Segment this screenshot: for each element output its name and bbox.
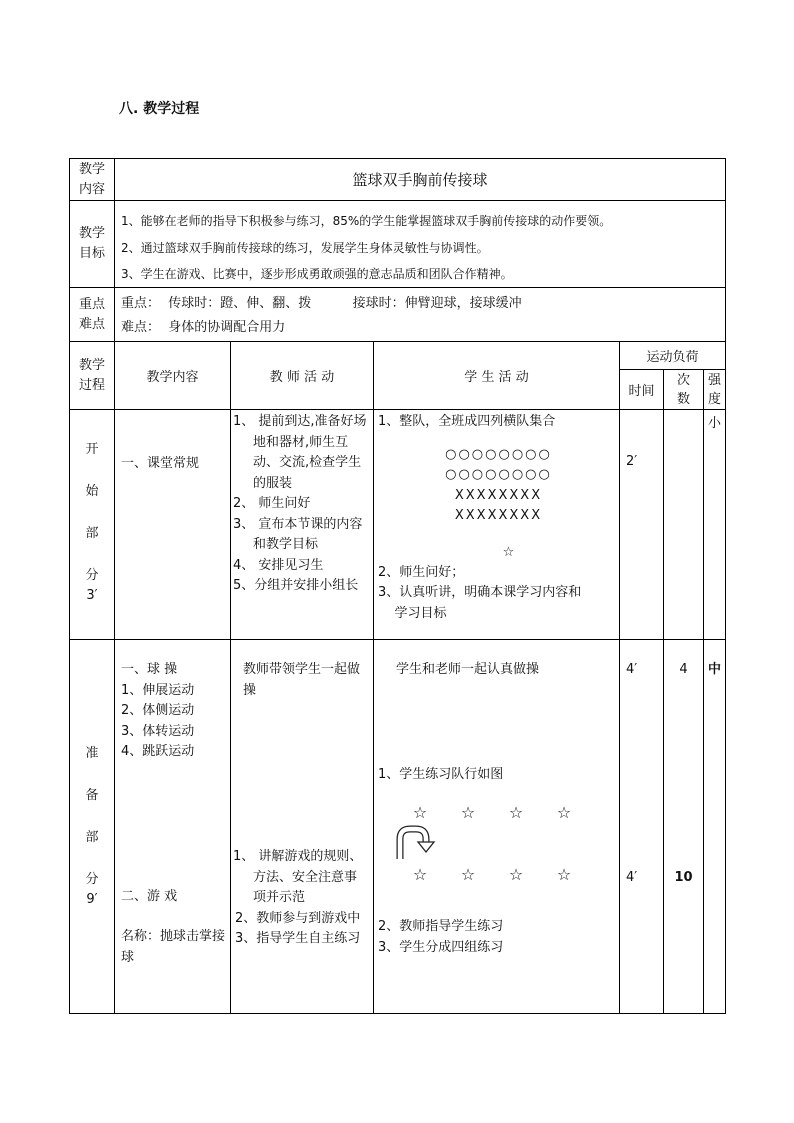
student-step: 1、整队，全班成四列横队集合 xyxy=(378,414,556,429)
preparation-content xyxy=(115,640,231,1014)
opening-time: 2′ xyxy=(620,410,664,640)
opening-teacher-activities xyxy=(231,410,374,640)
teacher-step: 4、 安排见习生 xyxy=(233,557,324,573)
header-teacher: 教 师 活 动 xyxy=(231,342,374,410)
process-label: 教学 过程 xyxy=(70,342,115,410)
student-step: 2、师生问好； xyxy=(378,564,465,580)
header-content: 教学内容 xyxy=(115,342,231,410)
goal-item: 3、学生在游戏、比赛中，逐步形成勇敢顽强的意志品质和团队合作精神。 xyxy=(121,267,513,281)
content-item: 1、伸展运动 xyxy=(121,682,195,698)
star-icon: ☆ xyxy=(556,803,572,822)
preparation-section-row xyxy=(70,640,726,1014)
goal-item: 2、通过篮球双手胸前传接球的练习，发展学生身体灵敏性与协调性。 xyxy=(121,241,489,255)
content-item: 3、体转运动 xyxy=(121,723,195,739)
teacher-step: 3、指导学生自主练习 xyxy=(235,931,361,946)
opening-phase-label: 开 始 部 分 3′ xyxy=(70,410,115,640)
star-icon: ☆ xyxy=(412,803,428,822)
drill-stars-bottom xyxy=(378,865,619,887)
star-icon: ☆ xyxy=(412,865,428,884)
star-icon: ☆ xyxy=(556,865,572,884)
content-row xyxy=(70,159,726,201)
key-point-text: 重点： 传球时：蹬、伸、翻、拨 接球时：伸臂迎球，接球缓冲 xyxy=(121,296,522,311)
formation-row-circles: ○○○○○○○○ xyxy=(445,467,552,482)
content-item: 一、球 操 xyxy=(121,662,178,677)
difficulty-text: 难点： 身体的协调配合用力 xyxy=(121,320,286,335)
teacher-step: 5、分组并安排小组长 xyxy=(233,578,359,593)
star-icon: ☆ xyxy=(508,865,524,884)
content-item: 2、体侧运动 xyxy=(121,703,195,718)
header-load: 运动负荷 xyxy=(620,342,726,370)
preparation-student-activities xyxy=(374,640,620,1014)
section-heading: 八. 教学过程 xyxy=(119,101,200,117)
header-time: 时间 xyxy=(620,370,664,410)
goal-item: 1、能够在老师的指导下积极参与练习，85%的学生能掌握篮球双手胸前传接球的动作要领。 xyxy=(121,214,612,228)
student-step: 2、教师指导学生练习 xyxy=(378,919,504,934)
opening-section-row xyxy=(70,410,726,640)
preparation-time xyxy=(620,640,664,1014)
student-step: 学生和老师一起认真做操 xyxy=(396,662,540,677)
game-name: 名称：抛球击掌接球 xyxy=(121,929,226,965)
formation-row-crosses: XXXXXXXX xyxy=(454,487,543,503)
student-step: 3、学生分成四组练习 xyxy=(378,939,504,955)
goals-row xyxy=(70,201,726,288)
preparation-phase-label: 准 备 部 分 9′ xyxy=(70,640,115,1014)
formation-row-crosses: XXXXXXXX xyxy=(454,508,543,523)
key-points-row xyxy=(70,288,726,342)
key-points-label: 重点 难点 xyxy=(70,288,115,342)
intensity-value: 中 xyxy=(708,662,722,677)
teacher-step: 2、 师生问好 xyxy=(233,496,311,511)
teacher-step: 2、教师参与到游戏中 xyxy=(235,910,361,926)
content-label: 教学 内容 xyxy=(70,159,115,201)
time-value: 4′ xyxy=(626,869,638,885)
opening-count xyxy=(664,410,704,640)
teacher-step: 1、 提前到达,准备好场地和器材,师生互动、交流,检查学生的服装 xyxy=(233,414,367,491)
header-count: 次 数 xyxy=(664,370,704,410)
star-icon: ☆ xyxy=(508,803,524,822)
count-value: 4 xyxy=(679,662,688,677)
goals-cell xyxy=(115,201,726,288)
content-title: 篮球双手胸前传接球 xyxy=(115,159,726,201)
drill-stars-top xyxy=(378,803,619,825)
header-student: 学 生 活 动 xyxy=(374,342,620,410)
formation-row-circles: ○○○○○○○○ xyxy=(445,446,552,462)
preparation-intensity xyxy=(704,640,726,1014)
process-header-row xyxy=(70,342,726,370)
content-item: 4、跳跃运动 xyxy=(121,744,195,759)
student-step: 3、认真听讲，明确本课学习内容和 学习目标 xyxy=(378,585,582,621)
game-title: 二、游 戏 xyxy=(121,888,178,904)
star-icon: ☆ xyxy=(460,865,476,884)
header-intensity: 强 度 xyxy=(704,370,726,410)
teacher-step: 1、 讲解游戏的规则、方法、安全注意事项并示范 xyxy=(233,849,363,905)
time-value: 4′ xyxy=(626,662,638,677)
lesson-plan-table xyxy=(69,158,726,1014)
star-icon: ☆ xyxy=(460,803,476,822)
preparation-count xyxy=(664,640,704,1014)
u-turn-arrow-icon xyxy=(396,825,436,861)
key-points-cell xyxy=(115,288,726,342)
teacher-step: 教师带领学生一起做操 xyxy=(243,662,361,698)
count-value: 10 xyxy=(674,869,693,885)
teacher-step: 3、 宣布本节课的内容和教学目标 xyxy=(233,516,363,552)
teacher-star-icon: ☆ xyxy=(502,544,515,560)
opening-student-activities xyxy=(374,410,620,640)
opening-content: 一、课堂常规 xyxy=(115,410,231,640)
student-step: 1、学生练习队行如图 xyxy=(378,766,504,782)
preparation-teacher-activities xyxy=(231,640,374,1014)
opening-intensity: 小 xyxy=(704,410,726,640)
goals-label: 教学 目标 xyxy=(70,201,115,288)
